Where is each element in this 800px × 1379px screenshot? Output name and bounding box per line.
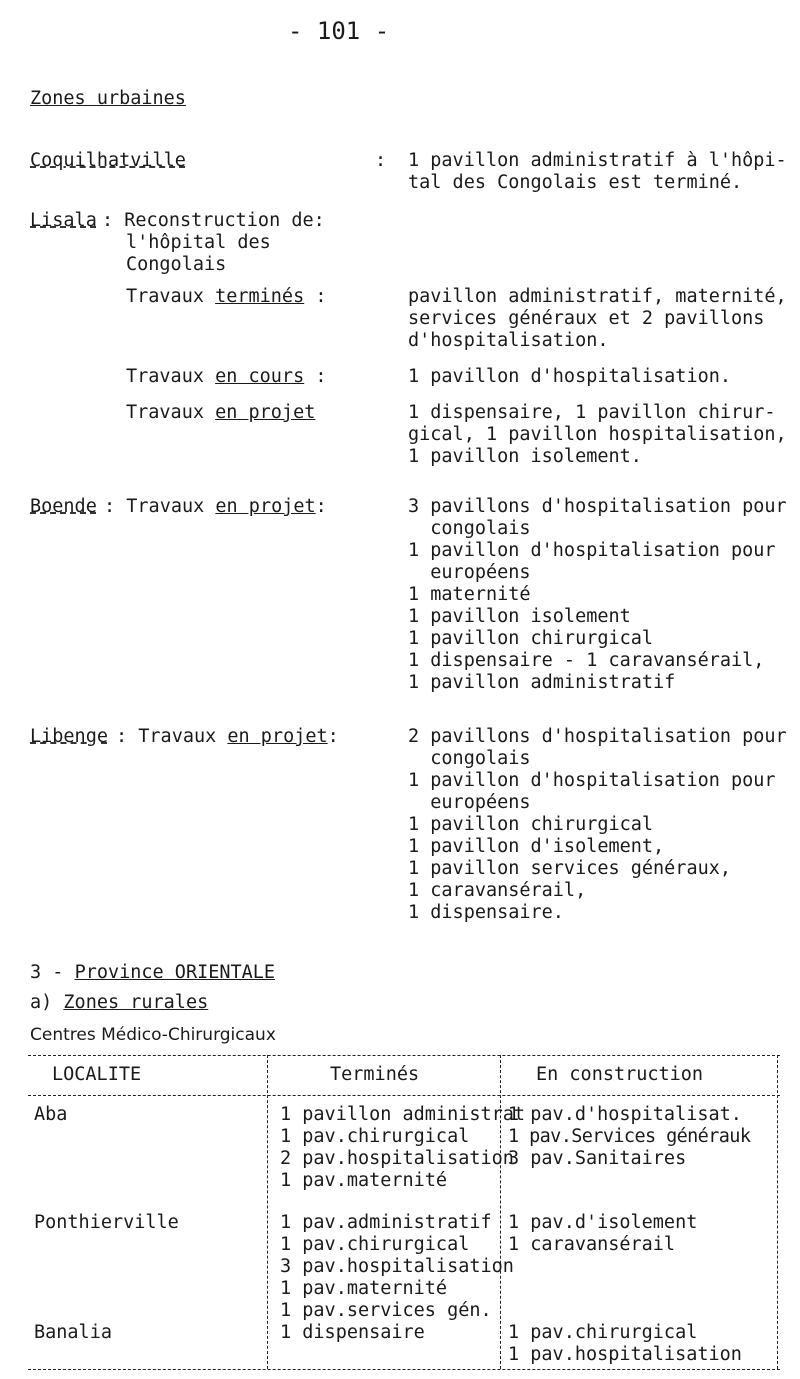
lisala-row-3-text-1: 1 dispensaire, 1 pavillon chirur- <box>408 402 776 423</box>
lisala-row-1-text-1: pavillon administratif, maternité, <box>408 286 787 307</box>
termines-item: 1 pav.maternité <box>280 1170 448 1191</box>
page-number: - 101 - <box>288 17 390 45</box>
boende-text-6: 1 pavillon isolement <box>408 606 631 627</box>
table-col-divider-3 <box>777 1055 778 1369</box>
lisala-label: Lisala <box>30 210 97 231</box>
termines-item: 1 dispensaire <box>280 1322 425 1343</box>
libenge-text-1: 2 pavillons d'hospitalisation pour <box>408 726 787 747</box>
lisala-row-3-text-3: 1 pavillon isolement. <box>408 446 642 467</box>
lisala-intro-2: l'hôpital des <box>126 232 271 253</box>
centres-heading: Centres Médico-Chirurgicaux <box>30 1025 276 1045</box>
coquilhatville-colon: : <box>375 150 387 171</box>
lisala-intro-1: : Reconstruction de: <box>102 210 325 231</box>
construction-item: 3 pav.Sanitaires <box>508 1148 687 1169</box>
libenge-text-4: européens <box>408 792 531 813</box>
boende-text-8: 1 dispensaire - 1 caravansérail, <box>408 650 765 671</box>
table-top-rule <box>28 1055 780 1056</box>
libenge-text-8: 1 caravansérail, <box>408 880 587 901</box>
coquilhatville-label: Coquilhatville <box>30 150 186 171</box>
localite-aba: Aba <box>34 1104 68 1125</box>
construction-item: 1 pav.Services générauk <box>508 1126 751 1147</box>
header-construction: En construction <box>536 1064 704 1085</box>
table-col-divider-1 <box>267 1055 268 1369</box>
zones-urbaines-heading: Zones urbaines <box>30 88 186 109</box>
termines-item: 1 pav.administratif <box>280 1212 492 1233</box>
boende-text-4: européens <box>408 562 531 583</box>
libenge-text-9: 1 dispensaire. <box>408 902 564 923</box>
lisala-row-1-label: Travaux terminés : <box>126 286 327 307</box>
table-bottom-rule <box>28 1369 780 1370</box>
lisala-row-2-text-1: 1 pavillon d'hospitalisation. <box>408 366 732 387</box>
table-header-rule <box>28 1095 780 1096</box>
libenge-text-2: congolais <box>408 748 531 769</box>
libenge-text-7: 1 pavillon services généraux, <box>408 858 732 879</box>
boende-text-9: 1 pavillon administratif <box>408 672 676 693</box>
lisala-intro-3: Congolais <box>126 254 227 275</box>
boende-text-3: 1 pavillon d'hospitalisation pour <box>408 540 776 561</box>
lisala-row-3-text-2: gical, 1 pavillon hospitalisation, <box>408 424 787 445</box>
boende-text-1: 3 pavillons d'hospitalisation pour <box>408 496 787 517</box>
libenge-text-3: 1 pavillon d'hospitalisation pour <box>408 770 776 791</box>
construction-item: 1 pav.chirurgical <box>508 1322 698 1343</box>
construction-item: 1 pav.d'hospitalisat. <box>508 1104 742 1125</box>
boende-works-label: : Travaux en projet: <box>104 496 327 517</box>
localite-banalia: Banalia <box>34 1322 112 1343</box>
table-col-divider-2 <box>500 1055 501 1369</box>
zones-rurales-heading: a) Zones rurales <box>30 992 209 1013</box>
termines-item: 1 pav.maternité <box>280 1278 448 1299</box>
lisala-row-1-text-3: d'hospitalisation. <box>408 330 609 351</box>
coquilhatville-text-1: 1 pavillon administratif à l'hôpi- <box>408 150 787 171</box>
libenge-works-label: : Travaux en projet: <box>116 726 339 747</box>
construction-item: 1 caravansérail <box>508 1234 676 1255</box>
coquilhatville-text-2: tal des Congolais est terminé. <box>408 172 743 193</box>
localite-ponthierville: Ponthierville <box>34 1212 179 1233</box>
termines-item: 1 pavillon administrat <box>280 1104 526 1125</box>
boende-text-2: congolais <box>408 518 531 539</box>
libenge-label: Libenge <box>30 726 108 747</box>
boende-label: Boende <box>30 496 97 517</box>
libenge-text-5: 1 pavillon chirurgical <box>408 814 654 835</box>
boende-text-7: 1 pavillon chirurgical <box>408 628 654 649</box>
termines-item: 3 pav.hospitalisation <box>280 1256 514 1277</box>
header-termines: Terminés <box>330 1064 420 1085</box>
lisala-row-3-label: Travaux en projet <box>126 402 316 423</box>
construction-item: 1 pav.d'isolement <box>508 1212 698 1233</box>
lisala-row-2-label: Travaux en cours : <box>126 366 327 387</box>
termines-item: 1 pav.chirurgical <box>280 1126 470 1147</box>
construction-item: 1 pav.hospitalisation <box>508 1344 742 1365</box>
termines-item: 2 pav.hospitalisation <box>280 1148 514 1169</box>
header-localite: LOCALITE <box>52 1064 142 1085</box>
libenge-text-6: 1 pavillon d'isolement, <box>408 836 665 857</box>
lisala-row-1-text-2: services généraux et 2 pavillons <box>408 308 765 329</box>
termines-item: 1 pav.services gén. <box>280 1300 492 1321</box>
boende-text-5: 1 maternité <box>408 584 531 605</box>
termines-item: 1 pav.chirurgical <box>280 1234 470 1255</box>
province-heading: 3 - Province ORIENTALE <box>30 962 276 983</box>
